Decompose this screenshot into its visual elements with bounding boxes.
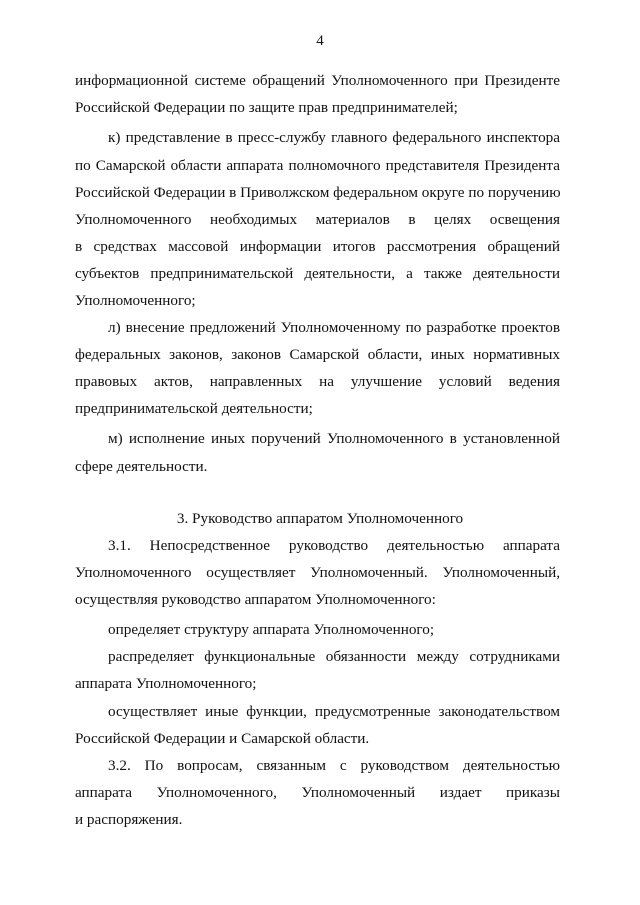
text-line: сфере деятельности.	[75, 458, 208, 475]
section-heading: 3. Руководство аппаратом Уполномоченного	[176, 510, 464, 527]
text-line: определяет структуру аппарата Уполномоченного;	[108, 621, 435, 638]
text-line: Уполномоченного осуществляет Уполномоченный. Уполномоченный,	[75, 564, 560, 581]
text-line: 3.2. По вопросам, связанным с руководством деятельностью	[108, 757, 560, 774]
text-line: Уполномоченного необходимых материалов в целях освещения	[75, 211, 560, 228]
text-line: Российской Федерации и Самарской области.	[75, 730, 370, 747]
text-line: л) внесение предложений Уполномоченному по разработке проектов	[108, 319, 560, 336]
text-line: по Самарской области аппарата полномочного представителя Президента	[75, 157, 560, 174]
text-line: Российской Федерации по защите прав предпринимателей;	[75, 99, 458, 116]
text-line: Российской Федерации в Приволжском федеральном округе по поручению	[75, 184, 561, 201]
text-line: распределяет функциональные обязанности между сотрудниками	[108, 648, 560, 665]
text-line: аппарата Уполномоченного, Уполномоченный издает приказы	[75, 784, 560, 801]
text-line: федеральных законов, законов Самарской области, иных нормативных	[75, 346, 560, 363]
text-line: к) представление в пресс-службу главного федерального инспектора	[108, 129, 560, 146]
text-line: в средствах массовой информации итогов рассмотрения обращений	[75, 238, 560, 255]
text-line: правовых актов, направленных на улучшение условий ведения	[75, 373, 560, 390]
text-line: субъектов предпринимательской деятельности, а также деятельности	[75, 265, 560, 282]
text-line: осуществляет иные функции, предусмотренные законодательством	[108, 703, 560, 720]
text-line: осуществляя руководство аппаратом Уполномоченного:	[75, 591, 436, 608]
text-line: м) исполнение иных поручений Уполномоченного в установленной	[108, 430, 560, 447]
page-number: 4	[316, 33, 324, 49]
text-line: информационной системе обращений Уполномоченного при Президенте	[75, 72, 560, 89]
text-line: и распоряжения.	[75, 811, 183, 828]
text-line: Уполномоченного;	[75, 292, 196, 309]
text-line: аппарата Уполномоченного;	[75, 675, 257, 692]
text-line: 3.1. Непосредственное руководство деятельностью аппарата	[108, 537, 560, 554]
text-line: предпринимательской деятельности;	[75, 400, 313, 417]
